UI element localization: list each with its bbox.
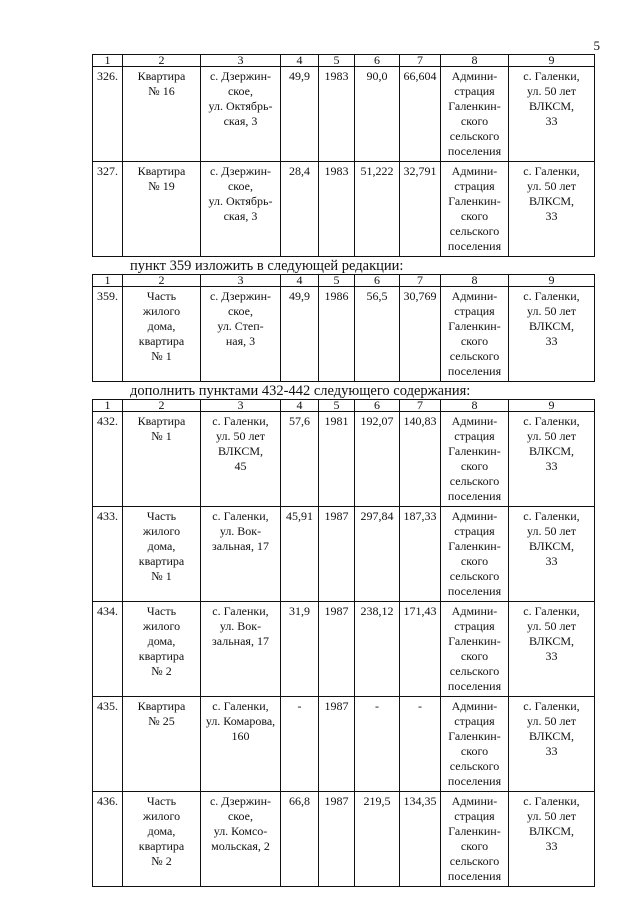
holder-cell-line: страция xyxy=(454,524,495,538)
column-6-value-cell: - xyxy=(355,697,400,792)
location-cell xyxy=(509,162,595,257)
table-row xyxy=(93,287,595,382)
holder-cell-line: Админи- xyxy=(451,164,498,178)
holder-cell-line: ского xyxy=(460,649,489,663)
holder-cell-line: Админи- xyxy=(451,509,498,523)
holder-cell-line: ского xyxy=(460,209,489,223)
location-cell-line: 33 xyxy=(545,554,558,568)
object-name-cell-line: жилого xyxy=(142,304,181,318)
address-cell xyxy=(201,792,281,887)
column-number-cell: 8 xyxy=(441,55,509,67)
year-cell: 1987 xyxy=(319,792,355,887)
holder-cell-line: Галенкин- xyxy=(448,729,501,743)
column-number-cell: 9 xyxy=(509,275,595,287)
item-number-cell: 359. xyxy=(93,287,123,382)
item-number-cell: 432. xyxy=(93,412,123,507)
column-6-value-cell: 51,222 xyxy=(355,162,400,257)
location-cell-line: 33 xyxy=(545,839,558,853)
column-number-row xyxy=(93,275,595,287)
year-cell: 1986 xyxy=(319,287,355,382)
address-cell-line: зальная, 17 xyxy=(212,539,269,553)
object-name-cell-line: № 25 xyxy=(148,714,175,728)
holder-cell-line: сельского xyxy=(449,854,500,868)
column-6-value-cell: 219,5 xyxy=(355,792,400,887)
address-cell-line: зальная, 17 xyxy=(212,634,269,648)
holder-cell-line: страция xyxy=(454,619,495,633)
column-number-cell: 1 xyxy=(93,400,123,412)
object-name-cell-line: № 16 xyxy=(148,84,175,98)
area-cell: 66,8 xyxy=(281,792,319,887)
holder-cell xyxy=(441,507,509,602)
object-name-cell-line: дома, xyxy=(147,634,176,648)
location-cell-line: ВЛКСМ, xyxy=(528,729,575,743)
object-name-cell-line: жилого xyxy=(142,524,181,538)
address-cell-line: ул. Октябрь- xyxy=(208,99,273,113)
address-cell xyxy=(201,412,281,507)
holder-cell-line: Галенкин- xyxy=(448,194,501,208)
column-number-cell: 4 xyxy=(281,55,319,67)
holder-cell-line: сельского xyxy=(449,759,500,773)
column-number-cell: 9 xyxy=(509,400,595,412)
column-number-row xyxy=(93,400,595,412)
object-name-cell-line: квартира xyxy=(138,554,185,568)
location-cell-line: 33 xyxy=(545,114,558,128)
property-table-b xyxy=(92,274,595,382)
object-name-cell-line: № 1 xyxy=(151,429,172,443)
column-number-cell: 6 xyxy=(355,275,400,287)
address-cell-line: ул. 50 лет xyxy=(215,429,266,443)
holder-cell-line: Галенкин- xyxy=(448,319,501,333)
address-cell-line: ское, xyxy=(227,304,254,318)
column-7-value-cell: 140,83 xyxy=(400,412,441,507)
column-7-value-cell: 171,43 xyxy=(400,602,441,697)
location-cell-line: 33 xyxy=(545,649,558,663)
column-6-value-cell: 192,07 xyxy=(355,412,400,507)
holder-cell-line: поселения xyxy=(447,364,502,378)
column-6-value-cell: 56,5 xyxy=(355,287,400,382)
address-cell-line: ское, xyxy=(227,179,254,193)
year-cell: 1987 xyxy=(319,602,355,697)
holder-cell-line: страция xyxy=(454,179,495,193)
location-cell-line: с. Галенки, xyxy=(523,164,580,178)
address-cell-line: ская, 3 xyxy=(223,209,258,223)
address-cell-line: ул. Вок- xyxy=(219,619,262,633)
object-name-cell xyxy=(123,287,201,382)
column-number-cell: 7 xyxy=(400,55,441,67)
document-body xyxy=(92,54,594,887)
holder-cell-line: Админи- xyxy=(451,289,498,303)
column-number-cell: 5 xyxy=(319,400,355,412)
holder-cell-line: ского xyxy=(460,114,489,128)
address-cell-line: с. Галенки, xyxy=(212,604,269,618)
object-name-cell-line: дома, xyxy=(147,319,176,333)
item-number-cell: 434. xyxy=(93,602,123,697)
address-cell-line: ная, 3 xyxy=(225,334,256,348)
column-number-row xyxy=(93,55,595,67)
holder-cell-line: Админи- xyxy=(451,794,498,808)
location-cell-line: с. Галенки, xyxy=(523,509,580,523)
address-cell-line: с. Дзержин- xyxy=(209,69,271,83)
holder-cell-line: поселения xyxy=(447,869,502,883)
year-cell: 1987 xyxy=(319,697,355,792)
object-name-cell-line: Квартира xyxy=(137,69,186,83)
location-cell-line: 33 xyxy=(545,334,558,348)
holder-cell-line: Галенкин- xyxy=(448,824,501,838)
location-cell-line: 33 xyxy=(545,459,558,473)
holder-cell-line: страция xyxy=(454,429,495,443)
object-name-cell-line: Квартира xyxy=(137,699,186,713)
holder-cell xyxy=(441,412,509,507)
holder-cell-line: ского xyxy=(460,459,489,473)
column-7-value-cell: 30,769 xyxy=(400,287,441,382)
address-cell-line: 160 xyxy=(231,729,250,743)
note-paragraph-359: пункт 359 изложить в следующей редакции: xyxy=(130,258,404,274)
column-number-cell: 9 xyxy=(509,55,595,67)
holder-cell-line: Админи- xyxy=(451,69,498,83)
page-number: 5 xyxy=(593,38,600,53)
location-cell-line: ВЛКСМ, xyxy=(528,99,575,113)
address-cell-line: ское, xyxy=(227,84,254,98)
holder-cell-line: поселения xyxy=(447,774,502,788)
column-7-value-cell: 32,791 xyxy=(400,162,441,257)
location-cell-line: ул. 50 лет xyxy=(526,809,577,823)
area-cell: 57,6 xyxy=(281,412,319,507)
column-number-cell: 2 xyxy=(123,400,201,412)
holder-cell-line: ского xyxy=(460,334,489,348)
property-table-c xyxy=(92,399,595,887)
area-cell: 28,4 xyxy=(281,162,319,257)
object-name-cell xyxy=(123,792,201,887)
address-cell-line: ул. Вок- xyxy=(219,524,262,538)
location-cell xyxy=(509,412,595,507)
column-6-value-cell: 238,12 xyxy=(355,602,400,697)
column-number-cell: 1 xyxy=(93,55,123,67)
holder-cell-line: ского xyxy=(460,744,489,758)
column-number-cell: 6 xyxy=(355,55,400,67)
object-name-cell-line: квартира xyxy=(138,839,185,853)
address-cell-line: с. Галенки, xyxy=(212,699,269,713)
location-cell-line: ВЛКСМ, xyxy=(528,539,575,553)
table-row xyxy=(93,412,595,507)
column-6-value-cell: 297,84 xyxy=(355,507,400,602)
location-cell-line: ВЛКСМ, xyxy=(528,194,575,208)
year-cell: 1981 xyxy=(319,412,355,507)
property-table-a xyxy=(92,54,595,257)
table-row xyxy=(93,162,595,257)
location-cell xyxy=(509,67,595,162)
location-cell-line: ул. 50 лет xyxy=(526,524,577,538)
column-number-cell: 4 xyxy=(281,275,319,287)
location-cell-line: ВЛКСМ, xyxy=(528,824,575,838)
location-cell xyxy=(509,697,595,792)
holder-cell-line: Админи- xyxy=(451,699,498,713)
location-cell-line: с. Галенки, xyxy=(523,604,580,618)
address-cell-line: 45 xyxy=(234,459,247,473)
location-cell-line: с. Галенки, xyxy=(523,699,580,713)
table-row xyxy=(93,792,595,887)
holder-cell-line: сельского xyxy=(449,664,500,678)
object-name-cell xyxy=(123,412,201,507)
location-cell-line: ул. 50 лет xyxy=(526,304,577,318)
holder-cell-line: Галенкин- xyxy=(448,539,501,553)
area-cell: 31,9 xyxy=(281,602,319,697)
address-cell-line: ул. Октябрь- xyxy=(208,194,273,208)
location-cell-line: с. Галенки, xyxy=(523,289,580,303)
address-cell-line: с. Дзержин- xyxy=(209,289,271,303)
holder-cell-line: ского xyxy=(460,554,489,568)
column-7-value-cell: 134,35 xyxy=(400,792,441,887)
holder-cell-line: поселения xyxy=(447,679,502,693)
address-cell xyxy=(201,697,281,792)
object-name-cell-line: № 19 xyxy=(148,179,175,193)
address-cell-line: с. Галенки, xyxy=(212,414,269,428)
holder-cell xyxy=(441,602,509,697)
object-name-cell-line: жилого xyxy=(142,809,181,823)
location-cell-line: ул. 50 лет xyxy=(526,84,577,98)
table-row xyxy=(93,507,595,602)
column-number-cell: 2 xyxy=(123,275,201,287)
address-cell-line: ул. Комарова, xyxy=(205,714,276,728)
object-name-cell xyxy=(123,162,201,257)
holder-cell-line: Админи- xyxy=(451,604,498,618)
holder-cell-line: сельского xyxy=(449,474,500,488)
location-cell-line: с. Галенки, xyxy=(523,69,580,83)
area-cell: - xyxy=(281,697,319,792)
address-cell xyxy=(201,67,281,162)
object-name-cell-line: Квартира xyxy=(137,164,186,178)
object-name-cell-line: Часть xyxy=(146,604,177,618)
object-name-cell-line: дома, xyxy=(147,539,176,553)
address-cell-line: ул. Степ- xyxy=(217,319,264,333)
address-cell-line: ское, xyxy=(227,809,254,823)
object-name-cell-line: Квартира xyxy=(137,414,186,428)
address-cell-line: ул. Комсо- xyxy=(213,824,268,838)
location-cell-line: ул. 50 лет xyxy=(526,619,577,633)
location-cell-line: ВЛКСМ, xyxy=(528,634,575,648)
address-cell-line: с. Дзержин- xyxy=(209,164,271,178)
object-name-cell-line: № 2 xyxy=(151,664,172,678)
location-cell-line: ул. 50 лет xyxy=(526,714,577,728)
holder-cell-line: поселения xyxy=(447,489,502,503)
holder-cell-line: поселения xyxy=(447,584,502,598)
holder-cell-line: поселения xyxy=(447,239,502,253)
area-cell: 45,91 xyxy=(281,507,319,602)
object-name-cell-line: № 1 xyxy=(151,349,172,363)
item-number-cell: 436. xyxy=(93,792,123,887)
location-cell xyxy=(509,602,595,697)
holder-cell-line: Галенкин- xyxy=(448,444,501,458)
holder-cell-line: сельского xyxy=(449,569,500,583)
column-number-cell: 3 xyxy=(201,275,281,287)
column-7-value-cell: - xyxy=(400,697,441,792)
column-6-value-cell: 90,0 xyxy=(355,67,400,162)
object-name-cell-line: № 2 xyxy=(151,854,172,868)
holder-cell-line: поселения xyxy=(447,144,502,158)
holder-cell-line: ского xyxy=(460,839,489,853)
address-cell-line: ская, 3 xyxy=(223,114,258,128)
item-number-cell: 326. xyxy=(93,67,123,162)
area-cell: 49,9 xyxy=(281,287,319,382)
address-cell-line: ВЛКСМ, xyxy=(217,444,264,458)
object-name-cell xyxy=(123,507,201,602)
column-number-cell: 5 xyxy=(319,275,355,287)
item-number-cell: 433. xyxy=(93,507,123,602)
holder-cell-line: Админи- xyxy=(451,414,498,428)
location-cell xyxy=(509,507,595,602)
object-name-cell xyxy=(123,602,201,697)
object-name-cell-line: дома, xyxy=(147,824,176,838)
column-number-cell: 3 xyxy=(201,400,281,412)
object-name-cell xyxy=(123,67,201,162)
object-name-cell-line: квартира xyxy=(138,649,185,663)
holder-cell-line: сельского xyxy=(449,129,500,143)
table-row xyxy=(93,697,595,792)
column-number-cell: 1 xyxy=(93,275,123,287)
year-cell: 1983 xyxy=(319,162,355,257)
address-cell xyxy=(201,507,281,602)
note-paragraph-432-442: дополнить пунктами 432-442 следующего содержания: xyxy=(130,383,471,399)
object-name-cell-line: Часть xyxy=(146,509,177,523)
holder-cell xyxy=(441,287,509,382)
column-7-value-cell: 187,33 xyxy=(400,507,441,602)
location-cell-line: с. Галенки, xyxy=(523,794,580,808)
holder-cell-line: страция xyxy=(454,84,495,98)
address-cell-line: мольская, 2 xyxy=(211,839,270,853)
holder-cell xyxy=(441,792,509,887)
location-cell xyxy=(509,287,595,382)
column-7-value-cell: 66,604 xyxy=(400,67,441,162)
location-cell-line: ул. 50 лет xyxy=(526,429,577,443)
column-number-cell: 5 xyxy=(319,55,355,67)
column-number-cell: 7 xyxy=(400,400,441,412)
location-cell-line: ВЛКСМ, xyxy=(528,444,575,458)
holder-cell xyxy=(441,697,509,792)
location-cell xyxy=(509,792,595,887)
address-cell xyxy=(201,162,281,257)
holder-cell xyxy=(441,67,509,162)
year-cell: 1983 xyxy=(319,67,355,162)
holder-cell-line: страция xyxy=(454,809,495,823)
object-name-cell-line: квартира xyxy=(138,334,185,348)
column-number-cell: 2 xyxy=(123,55,201,67)
address-cell xyxy=(201,287,281,382)
location-cell-line: ул. 50 лет xyxy=(526,179,577,193)
column-number-cell: 7 xyxy=(400,275,441,287)
object-name-cell-line: Часть xyxy=(146,289,177,303)
item-number-cell: 327. xyxy=(93,162,123,257)
holder-cell-line: сельского xyxy=(449,349,500,363)
item-number-cell: 435. xyxy=(93,697,123,792)
holder-cell-line: Галенкин- xyxy=(448,634,501,648)
column-number-cell: 3 xyxy=(201,55,281,67)
year-cell: 1987 xyxy=(319,507,355,602)
column-number-cell: 4 xyxy=(281,400,319,412)
column-number-cell: 8 xyxy=(441,275,509,287)
holder-cell-line: Галенкин- xyxy=(448,99,501,113)
holder-cell-line: страция xyxy=(454,714,495,728)
location-cell-line: 33 xyxy=(545,744,558,758)
address-cell-line: с. Дзержин- xyxy=(209,794,271,808)
holder-cell-line: сельского xyxy=(449,224,500,238)
object-name-cell-line: жилого xyxy=(142,619,181,633)
location-cell-line: 33 xyxy=(545,209,558,223)
address-cell-line: с. Галенки, xyxy=(212,509,269,523)
holder-cell xyxy=(441,162,509,257)
location-cell-line: ВЛКСМ, xyxy=(528,319,575,333)
table-row xyxy=(93,602,595,697)
table-row xyxy=(93,67,595,162)
object-name-cell-line: Часть xyxy=(146,794,177,808)
object-name-cell-line: № 1 xyxy=(151,569,172,583)
holder-cell-line: страция xyxy=(454,304,495,318)
area-cell: 49,9 xyxy=(281,67,319,162)
column-number-cell: 8 xyxy=(441,400,509,412)
column-number-cell: 6 xyxy=(355,400,400,412)
object-name-cell xyxy=(123,697,201,792)
location-cell-line: с. Галенки, xyxy=(523,414,580,428)
address-cell xyxy=(201,602,281,697)
